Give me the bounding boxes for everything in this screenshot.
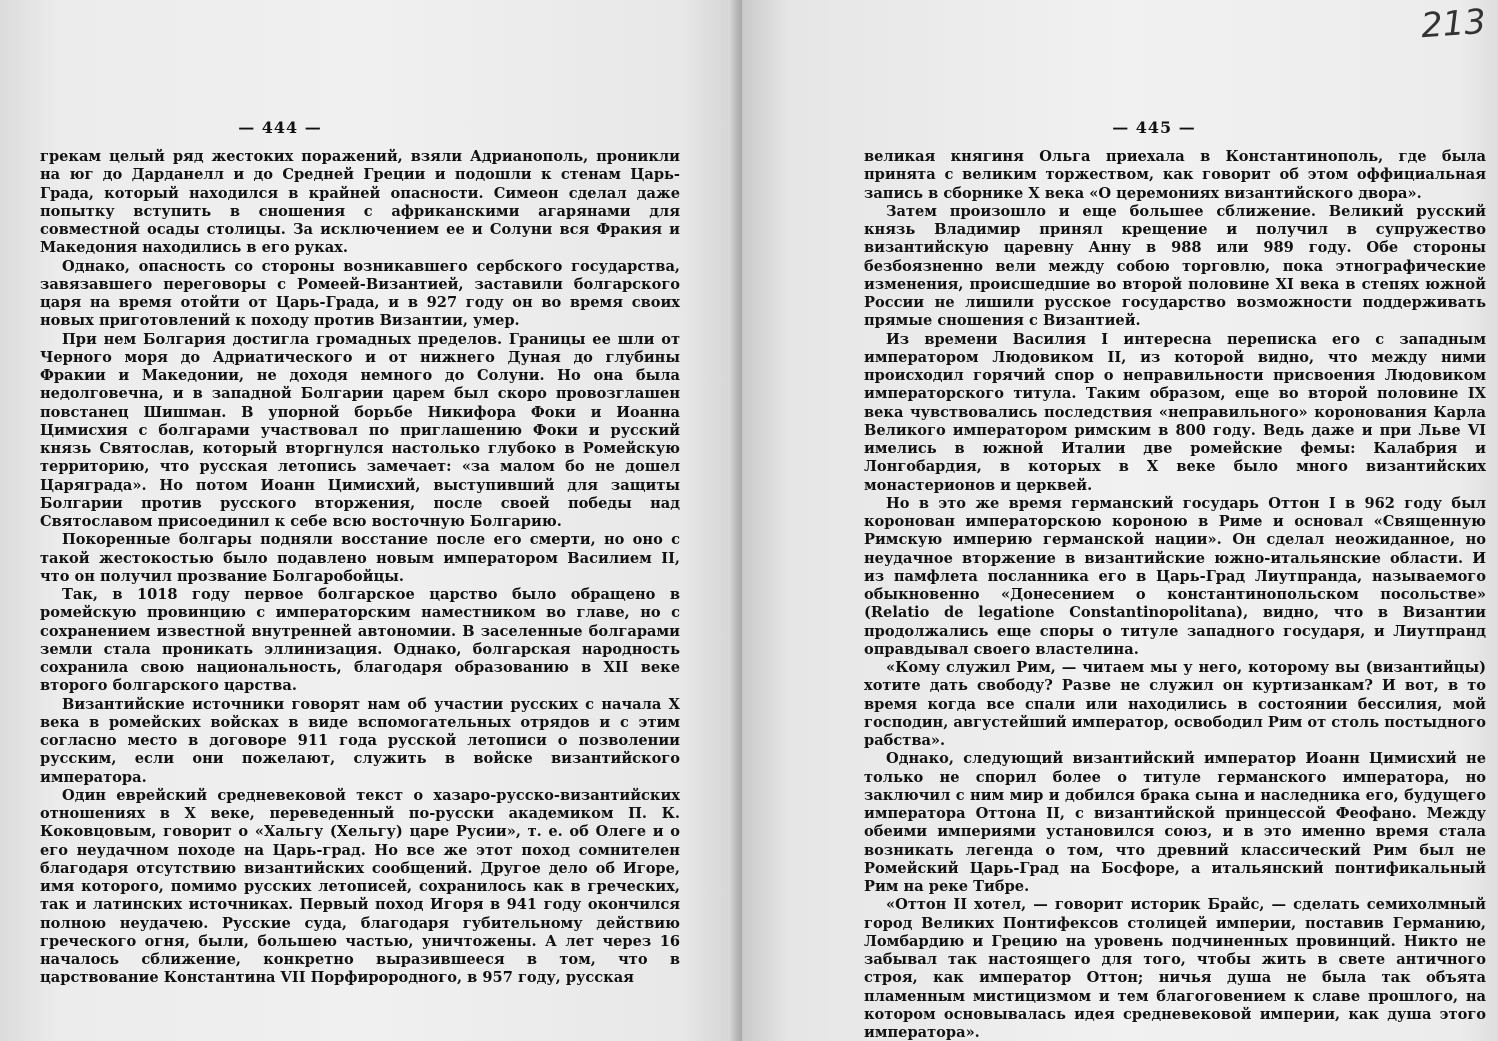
paragraph: грекам целый ряд жестоких поражений, взяли Адрианополь, проникли на юг до Дарданелл и до Средней Греции и подошли к стенам Царь-Града, который находился в крайней опасности. Симеон сделал даже попытку вступить в сношения с африканскими агарянами для совместной осады столицы. За исключением ее и Солуни вся Фракия и Македония находились в его руках. <box>40 148 680 257</box>
paragraph: Один еврейский средневековой текст о хазаро-русско-византийских отношениях в X веке, переведенный по-русски академиком П. К. Коковцовым, говорит о «Хальгу (Хельгу) царе Русии», т. е. об Олеге и о его неудачном походе на Царь-град. Но все же этот поход сомнителен благодаря отсутствию византийских сообщений. Другое дело об Игоре, имя которого, помимо русских летописей, сохранилось как в греческих, так и латинских источниках. Первый поход Игоря в 941 году окончился полною неудачею. Русские суда, благодаря губительному действию греческого огня, были, большею частью, уничтожены. А лет через 16 началось сближение, конкретно выразившееся в том, что в царствование Константина VII Порфирородного, в 957 году, русская <box>40 786 680 987</box>
paragraph: Так, в 1018 году первое болгарское царство было обращено в ромейскую провинцию с императорским наместником во главе, но с сохранением известной внутренней автономии. В заселенные болгарами земли стала проникать эллинизация. Однако, болгарская народность сохранила свою национальность, благодаря образованию в XII веке второго болгарского царства. <box>40 586 680 695</box>
paragraph: «Оттон II хотел, — говорит историк Брайс, — сделать семихолмный город Великих Понтифексов столицей империи, поставив Германию, Ломбардию и Грецию на уровень подчиненных провинций. Никто не забывал так настоящего для того, чтобы жить в свете античного строя, как император Оттон; ничья душа не была так объята пламенным мистицизмом и тем благоговением к славе прошлого, на котором основывалась идея средневековой империи, как душа этого императора». <box>864 896 1486 1041</box>
left-page <box>0 0 740 1041</box>
right-page-text <box>864 148 1486 1041</box>
paragraph: Однако, следующий византийский император Иоанн Цимисхий не только не спорил более о титуле германского императора, но заключил с ним мир и добился брака сына и наследника его, будущего императора Оттона II, с византийской принцессой Феофано. Между обеими империями установился союз, и в это именно время стала возникать легенда о том, что древний классический Рим был не Ромейский Царь-Град на Босфоре, а итальянский понтификальный Рим на реке Тибре. <box>864 750 1486 895</box>
paragraph: При нем Болгария достигла громадных пределов. Границы ее шли от Черного моря до Адриатического и от нижнего Дуная до глубины Фракии и Македонии, не доходя немного до Солуни. Но она была недолговечна, и в западной Болгарии царем был скоро провозглашен повстанец Шишман. В упорной борьбе Никифора Фоки и Иоанна Цимисхия с болгарами участвовал по приглашению Фоки и русский князь Святослав, который вторгнулся настолько глубоко в Ромейскую территорию, что русская летопись замечает: «за малом бо не дошел Царяграда». Но потом Иоанн Цимисхий, выступивший для защиты Болгарии против русского вторжения, после своей победы над Святославом присоединил к себе всю восточную Болгарию. <box>40 330 680 530</box>
left-page-text <box>40 148 680 988</box>
paragraph: Затем произошло и еще большее сближение. Великий русский князь Владимир принял крещение и получил в супружество византийскую царевну Анну в 988 или 989 году. Обе стороны безбоязненно вели между собою торговлю, пока этнографические изменения, происшедшие во второй половине XI века в степях южной России не лишили русское государство возможности поддерживать прямые сношения с Византией. <box>864 202 1486 330</box>
paragraph: Покоренные болгары подняли восстание после его смерти, но оно с такой жестокостью было подавлено новым императором Василием II, что он получил прозвание Болгаробойцы. <box>40 531 680 585</box>
paragraph: Из времени Василия I интересна переписка его с западным императором Людовиком II, из которой видно, что между ними происходил горячий спор о неправильности присвоения Людовиком императорского титула. Таким образом, еще во второй половине IX века чувствовались последствия «неправильного» коронования Карла Великого императором римским в 800 году. Ведь даже и при Льве VI имелись в южной Италии две ромейские фемы: Калабрия и Лонгобардия, в которых в X веке было много византийских монастерионов и церквей. <box>864 330 1486 494</box>
page-number-left: — 444 — <box>238 118 322 137</box>
page-number-right: — 445 — <box>1112 118 1196 137</box>
paragraph: Но в это же время германский государь Оттон I в 962 году был коронован императорскою короною в Риме и основал «Священную Римскую империю германской нации». Он сделал неожиданное, но неудачное вторжение в византийские южно-итальянские области. И из памфлета посланника его в Царь-Град Лиутпранда, называемого обыкновенно «Донесением о константинопольском посольстве» (Relatio de legatione Constantinopolitana), видно, что в Византии продолжались еще споры о титуле западного государя, и Лиутпранд оправдывал своего властелина. <box>864 494 1486 658</box>
paragraph: «Кому служил Рим, — читаем мы у него, которому вы (византийцы) хотите дать свободу? Разве не служил он куртизанкам? И вот, в то время когда все спали или находились в состоянии бессилия, мой господин, августейший император, освободил Рим от столь постыдного рабства». <box>864 659 1487 749</box>
paragraph: Однако, опасность со стороны возникавшего сербского государства, завязавшего переговоры с Ромеей-Византией, заставили болгарского царя на время отойти от Царь-Града, и в 927 году он во время своих новых приготовлений к походу против Византии, умер. <box>40 257 680 330</box>
handwritten-page-mark: 213 <box>1419 1 1488 47</box>
paragraph: великая княгиня Ольга приехала в Константинополь, где была принята с великим торжеством, как говорит об этом оффициальная запись в сборнике X века «О церемониях византийского двора». <box>864 148 1486 202</box>
paragraph: Византийские источники говорят нам об участии русских с начала X века в ромейских войсках в виде вспомогательных отрядов и с этим согласно место в договоре 911 года русской летописи о позволении русским, если они пожелают, служить в войске византийского императора. <box>40 695 680 786</box>
right-page <box>742 0 1498 1041</box>
